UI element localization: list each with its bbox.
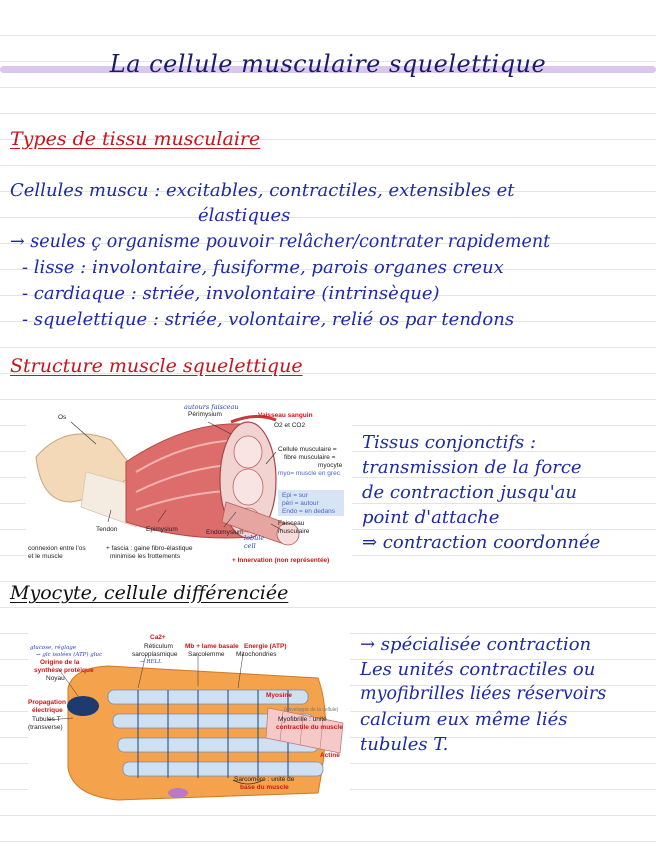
types-line-5: - cardiaque : striée, involontaire (intrinsèque) [22, 283, 440, 304]
label-sarcolemme: Sarcolemme [188, 651, 225, 658]
label-epi: Epi = sur [282, 492, 308, 499]
label-noyau: Noyau [46, 675, 65, 682]
heading-types: Types de tissu musculaire [10, 128, 261, 150]
structure-note-4: point d'attache [362, 507, 500, 528]
label-reticulum-1: Réticulum [144, 643, 173, 650]
label-ca: Ca2+ [150, 634, 166, 641]
label-peri: péri = autour [282, 500, 319, 507]
label-energie: Energie (ATP) [244, 643, 287, 650]
label-perimysium-note: autours faisceau [184, 403, 239, 411]
label-reticulum-2: sarcoplasmique [132, 651, 178, 658]
label-innervation: + Innervation (non représentée) [232, 557, 330, 564]
label-actine: Actine [320, 752, 340, 759]
label-connexion-2: et le muscle [28, 553, 63, 560]
label-tendon: Tendon [96, 526, 118, 533]
myocyte-note-2: Les unités contractiles ou [360, 659, 596, 680]
label-perimysium: Périmysium [188, 411, 222, 418]
label-myofibrille-1: Myofibrille : unité [278, 716, 327, 723]
label-mitochondries: Mitochondries [236, 651, 277, 658]
label-lobule: lobule [244, 534, 265, 542]
types-line-2: élastiques [198, 205, 291, 226]
label-sarcomere-1: Sarcomère : unité de [234, 776, 295, 783]
label-origine-1: Origine de la [40, 659, 80, 666]
label-o2: O2 et CO2 [274, 422, 306, 429]
label-propagation-2: électrique [32, 707, 63, 714]
heading-myocyte: Myocyte, cellule différenciée [10, 582, 289, 604]
label-cellule-3: myocyte [318, 462, 343, 469]
label-fascia-2: minimise les frottements [110, 553, 181, 560]
types-line-6: - squelettique : striée, volontaire, relié os par tendons [22, 309, 515, 330]
label-fascia-1: + fascia : gaine fibro-élastique [106, 545, 193, 552]
label-tubules-1: Tubules T [32, 716, 61, 723]
label-faisceau-1: Faisceau [278, 520, 305, 527]
label-sarcomere-2: base du muscle [240, 784, 289, 791]
label-cell: cell [244, 542, 256, 550]
label-myofibrille-2: contractile du muscle [276, 724, 343, 731]
label-origine-2: synthèse protéique [34, 667, 94, 674]
label-cellule-1: Cellule musculaire = [278, 446, 337, 453]
types-line-1: Cellules muscu : excitables, contractiles, extensibles et [10, 180, 515, 201]
myocyte-note-3: myofibrilles liées réservoirs [360, 684, 607, 704]
label-epimysium: Epimysium [146, 526, 178, 533]
label-myo: myo= muscle en grec [278, 470, 340, 477]
label-mb: Mb + lame basale [185, 643, 239, 650]
label-enveloppe: (enveloppe de la cellule) [284, 707, 339, 713]
myocyte-figure [28, 628, 350, 804]
types-line-4: - lisse : involontaire, fusiforme, parois organes creux [22, 257, 504, 278]
label-endomysium: Endomysium [206, 529, 244, 536]
structure-note-3: de contraction jusqu'au [362, 482, 577, 503]
label-tubules-2: (transverse) [28, 724, 63, 731]
label-rell: → RELL [140, 659, 162, 665]
structure-note-1: Tissus conjonctifs : [362, 432, 537, 453]
label-connexion-1: connexion entre l'os [28, 545, 86, 552]
structure-note-5: ⇒ contraction coordonnée [362, 532, 601, 553]
structure-note-2: transmission de la force [362, 457, 582, 478]
heading-structure: Structure muscle squelettique [10, 355, 303, 377]
myocyte-note-1: → spécialisée contraction [360, 634, 592, 655]
label-endo: Endo = en dedans [282, 508, 335, 515]
page-title: La cellule musculaire squelettique [109, 50, 547, 78]
label-myosine: Myosine [266, 692, 293, 699]
label-faisceau-2: musculaire [278, 528, 310, 535]
types-line-3: → seules ç organisme pouvoir relâcher/contrater rapidement [10, 232, 551, 252]
label-glucose-2: → glc isolées (ATP) gluc [36, 652, 103, 658]
myocyte-note-4: calcium eux même liés [360, 709, 568, 730]
label-os: Os [58, 414, 67, 421]
label-glucose: glucose, réglage [30, 645, 77, 651]
label-vaisseau: Vaisseau sanguin [258, 412, 313, 419]
label-propagation-1: Propagation [28, 699, 66, 706]
myocyte-note-5: tubules T. [360, 734, 449, 755]
muscle-structure-figure [26, 402, 352, 570]
label-cellule-2: fibre musculaire = [284, 454, 336, 461]
